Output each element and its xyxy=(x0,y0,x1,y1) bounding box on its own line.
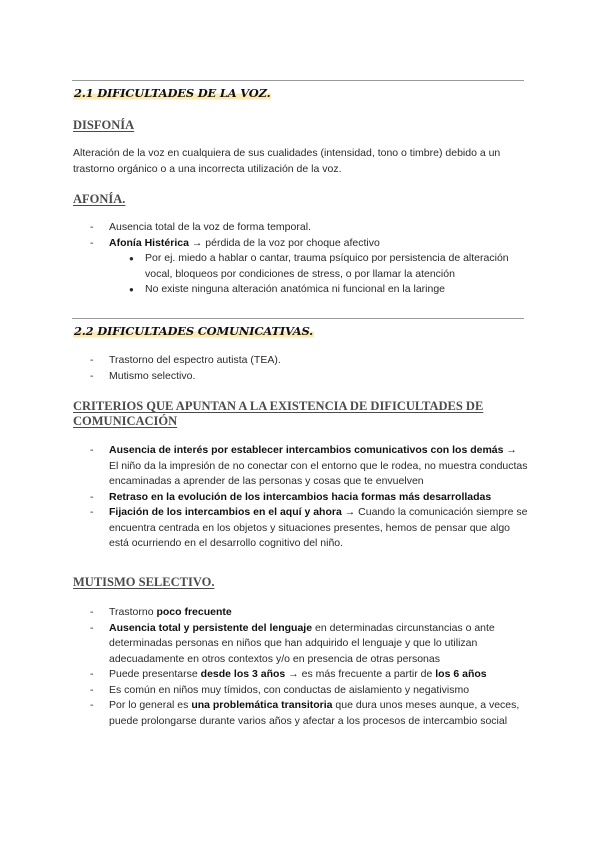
list-item xyxy=(73,505,528,552)
disfonia-text: Alteración de la voz en cualquiera de sus cualidades (intensidad, tono o timbre) debido a un trastorno orgánico o a una incorrecta utilización de la voz. xyxy=(73,147,501,175)
section-divider xyxy=(72,80,524,81)
list-item xyxy=(73,236,528,298)
list-item-text: → es más frecuente a partir de xyxy=(285,668,436,680)
list-item xyxy=(73,353,528,369)
heading-afonia: AFONÍA. xyxy=(73,192,126,206)
heading-criterios: CRITERIOS QUE APUNTAN A LA EXISTENCIA DE DIFICULTADES DE COMUNICACIÓN xyxy=(73,399,484,428)
section-title-text: 2.2 DIFICULTADES COMUNICATIVAS. xyxy=(74,324,313,338)
afonia-list xyxy=(73,220,528,298)
list-item-text: Es común en niños muy tímidos, con conductas de aislamiento y negativismo xyxy=(109,683,470,696)
list-item xyxy=(73,667,528,683)
mutismo-list xyxy=(73,605,528,729)
list-item-text: Mutismo selectivo. xyxy=(109,369,196,382)
list-item-text: → pérdida de la voz por choque afectivo xyxy=(188,236,380,249)
heading-disfonia: DISFONÍA xyxy=(73,118,135,132)
list-item-text: Ausencia total de la voz de forma temporal. xyxy=(109,221,311,233)
afonia-sublist xyxy=(109,251,528,298)
bold-term: Ausencia de interés por establecer intercambios comunicativos con los demás xyxy=(109,444,504,456)
list-item xyxy=(73,698,528,729)
bold-term: desde los 3 años xyxy=(200,668,286,680)
list-item xyxy=(73,683,528,699)
list-item-text: Trastorno xyxy=(109,606,157,618)
list-item xyxy=(73,621,528,668)
list-item xyxy=(73,490,528,506)
bold-term: los 6 años xyxy=(435,668,487,680)
list-item-text: → El niño da la impresión de no conectar con el entorno que le rodea, no muestra conductas encaminadas a aprender de las personas y cosas que te envuelven xyxy=(109,444,528,487)
bold-term: Afonía Histérica xyxy=(109,236,189,249)
list-item xyxy=(73,605,528,621)
list-item-text: en determinadas circunstancias o ante determinadas personas en niños que han adquirido el lenguaje y que lo utilizan adecuadamente en otros contextos y/o en presencia de otras personas xyxy=(109,621,495,665)
criterios-list xyxy=(73,443,528,552)
list-item-text: → Cuando la comunicación siempre se encuentra centrada en los objetos y situaciones presentes, hemos de pensar que algo está ocurriendo en el desarrollo cognitivo del niño. xyxy=(109,506,528,549)
list-item-text: Por lo general es xyxy=(109,699,192,711)
heading-mutismo: MUTISMO SELECTIVO. xyxy=(73,575,215,589)
section-title-text: 2.1 DIFICULTADES DE LA VOZ. xyxy=(74,86,271,100)
sub-list-item xyxy=(109,282,528,298)
bold-term: Fijación de los intercambios en el aquí y ahora xyxy=(109,506,342,518)
comunicativas-list xyxy=(73,353,528,384)
list-item-text: Puede presentarse xyxy=(109,668,201,680)
bold-term: poco frecuente xyxy=(156,606,232,618)
list-item-text: Trastorno del espectro autista (TEA). xyxy=(109,354,281,366)
section-title-comunicativas xyxy=(73,324,314,338)
section-title-voz xyxy=(73,86,271,100)
section-divider xyxy=(72,318,524,319)
list-item-text: No existe ninguna alteración anatómica ni funcional en la laringe xyxy=(145,283,446,295)
list-item xyxy=(73,443,528,490)
list-item-text: Por ej. miedo a hablar o cantar, trauma psíquico por persistencia de alteración vocal, bloqueos por condiciones de stress, o por llamar la atención xyxy=(145,252,509,280)
bold-term: Retraso en la evolución de los intercambios hacia formas más desarrolladas xyxy=(109,490,492,503)
bold-term: Ausencia total y persistente del lenguaje xyxy=(109,621,313,634)
list-item-text: que dura unos meses aunque, a veces, puede prolongarse durante varios años y afectar a los procesos de intercambio social xyxy=(109,699,520,727)
list-item xyxy=(73,369,528,385)
bold-term: una problemática transitoria xyxy=(191,699,333,711)
sub-list-item xyxy=(109,251,528,282)
list-item xyxy=(73,220,528,236)
